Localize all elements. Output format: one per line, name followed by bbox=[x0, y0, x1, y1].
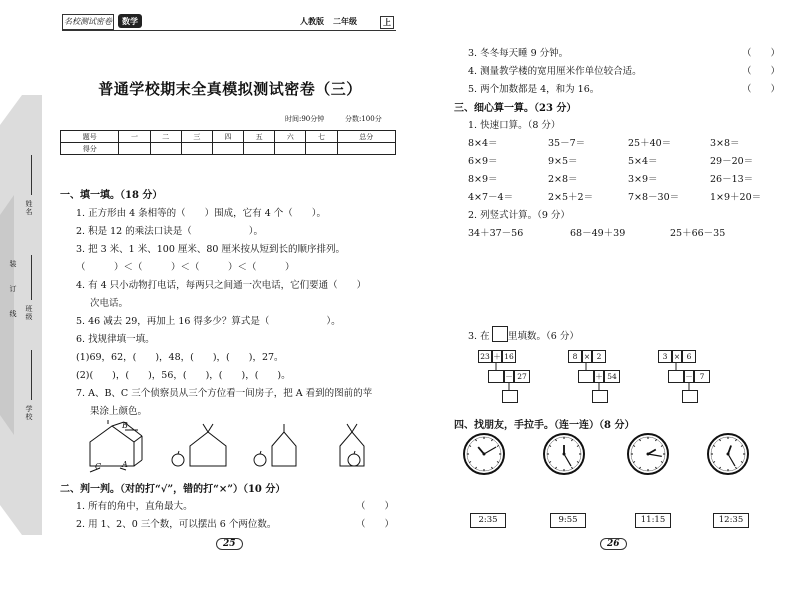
q1-5: 5. 46 减去 29，再加上 16 得多少？算式是（ ）。 bbox=[76, 316, 341, 327]
oral-item: 9×5＝ bbox=[548, 156, 578, 167]
sub2-label: 2. 列竖式计算。（9 分） bbox=[468, 210, 570, 221]
section3-heading: 三、细心算一算。（23 分） bbox=[454, 103, 577, 114]
q1-7-cont: 果涂上颜色。 bbox=[90, 406, 148, 417]
apple-icon bbox=[348, 454, 360, 466]
q1-6: 6. 找规律填一填。 bbox=[76, 334, 155, 345]
oral-item: 8×4＝ bbox=[468, 138, 498, 149]
side-label-name: 姓名 bbox=[25, 200, 33, 216]
q1-6-2: (2)( )，( )，56，( )，( )，( )。 bbox=[76, 370, 291, 381]
oral-item: 7×8－30＝ bbox=[628, 192, 680, 203]
page-title: 普通学校期末全真模拟测试密卷（三） bbox=[98, 80, 362, 98]
fig-label-b: B bbox=[122, 421, 128, 430]
score-cell-4[interactable] bbox=[212, 143, 243, 155]
score-header-7: 七 bbox=[306, 131, 337, 143]
chain-value-b: 16 bbox=[502, 350, 516, 363]
section2-heading: 二、判一判。（对的打“√”，错的打“×”）（10 分） bbox=[60, 484, 286, 495]
score-header-1: 一 bbox=[119, 131, 150, 143]
q2-1-answer[interactable]: （ ） bbox=[356, 501, 395, 512]
strip-line-3 bbox=[31, 350, 32, 400]
header-rule bbox=[62, 30, 396, 31]
q2-5: 5. 两个加数都是 4，和为 16。 bbox=[468, 84, 600, 95]
oral-item: 8×9＝ bbox=[468, 174, 498, 185]
clocks bbox=[460, 430, 790, 480]
sub3-label-b: 里填数。（6 分） bbox=[508, 331, 579, 342]
oral-item: 5×4＝ bbox=[628, 156, 658, 167]
chain-answer-box-2[interactable] bbox=[682, 390, 698, 403]
score-cell-2[interactable] bbox=[150, 143, 181, 155]
vertical-3: 25＋66－35 bbox=[670, 228, 726, 239]
oral-item: 26－13＝ bbox=[710, 174, 754, 185]
chain-value-c: 7 bbox=[694, 370, 710, 383]
header-edition: 人教版 bbox=[300, 16, 324, 26]
side-label-school: 学校 bbox=[25, 405, 33, 421]
time-info: 时间:90分钟 bbox=[285, 115, 325, 123]
chain-value-a: 8 bbox=[568, 350, 582, 363]
score-header-0: 题号 bbox=[61, 131, 119, 143]
chain-op1: × bbox=[673, 352, 681, 361]
q2-1: 1. 所有的角中，直角最大。 bbox=[76, 501, 193, 512]
chain-value-b: 2 bbox=[592, 350, 606, 363]
time-box-1[interactable]: 2:35 bbox=[470, 513, 506, 528]
chain-op1: × bbox=[583, 352, 591, 361]
clock-icon bbox=[544, 434, 584, 474]
oral-item: 29－20＝ bbox=[710, 156, 754, 167]
score-cell-5[interactable] bbox=[244, 143, 275, 155]
time-box-3[interactable]: 11:15 bbox=[635, 513, 671, 528]
chain-op2: － bbox=[505, 372, 513, 381]
oral-item: 1×9＋20＝ bbox=[710, 192, 762, 203]
side-small-1: 装 bbox=[9, 260, 17, 268]
strip-line-1 bbox=[31, 155, 32, 195]
score-header-3: 三 bbox=[181, 131, 212, 143]
q1-4-cont: 次电话。 bbox=[90, 298, 129, 309]
sub3-square-icon bbox=[492, 326, 508, 342]
binding-strip bbox=[0, 95, 42, 535]
q2-3: 3. 冬冬每天睡 9 分钟。 bbox=[468, 48, 569, 59]
side-small-2: 订 bbox=[9, 285, 17, 293]
apple-icon bbox=[254, 454, 266, 466]
score-cell-6[interactable] bbox=[275, 143, 306, 155]
chain-answer-box-1[interactable] bbox=[668, 370, 684, 383]
chain-value-b: 6 bbox=[682, 350, 696, 363]
chain-answer-box-1[interactable] bbox=[578, 370, 594, 383]
q2-2-answer[interactable]: （ ） bbox=[356, 519, 395, 530]
chain-value-a: 3 bbox=[658, 350, 672, 363]
score-info: 分数:100分 bbox=[345, 115, 382, 123]
oral-item: 4×7－4＝ bbox=[468, 192, 514, 203]
score-cell-1[interactable] bbox=[119, 143, 150, 155]
fig-label-c: C bbox=[95, 462, 102, 471]
q1-2: 2. 积是 12 的乘法口诀是（ ）。 bbox=[76, 226, 263, 237]
oral-item: 3×8＝ bbox=[710, 138, 740, 149]
q1-3: 3. 把 3 米、1 米、100 厘米、80 厘米按从短到长的顺序排列。 bbox=[76, 244, 345, 255]
q1-4: 4. 有 4 只小动物打电话，每两只之间通一次电话，它们要通（ ） bbox=[76, 280, 367, 291]
oral-item: 2×5＋2＝ bbox=[548, 192, 594, 203]
chain-answer-box-2[interactable] bbox=[502, 390, 518, 403]
chain-op2: － bbox=[685, 372, 693, 381]
section1-heading: 一、填一填。（18 分） bbox=[60, 190, 163, 201]
q2-3-answer[interactable]: （ ） bbox=[742, 48, 781, 59]
score-cell-8[interactable] bbox=[337, 143, 395, 155]
chain-value-c: 54 bbox=[604, 370, 620, 383]
chain-value-a: 23 bbox=[478, 350, 492, 363]
side-small-3: 线 bbox=[9, 310, 17, 318]
time-box-4[interactable]: 12:35 bbox=[713, 513, 749, 528]
chain-answer-box-2[interactable] bbox=[592, 390, 608, 403]
vertical-1: 34＋37－56 bbox=[468, 228, 524, 239]
score-header-4: 四 bbox=[212, 131, 243, 143]
score-table bbox=[60, 130, 396, 155]
score-header-5: 五 bbox=[244, 131, 275, 143]
chain-value-c: 27 bbox=[514, 370, 530, 383]
q1-7: 7. A、B、C 三个侦察员从三个方位看一间房子，把 A 看到的图前的苹 bbox=[76, 388, 373, 399]
score-header-6: 六 bbox=[275, 131, 306, 143]
apple-icon bbox=[172, 454, 184, 466]
q2-5-answer[interactable]: （ ） bbox=[742, 84, 781, 95]
score-cell-7[interactable] bbox=[306, 143, 337, 155]
section4-heading: 四、找朋友，手拉手。（连一连）（8 分） bbox=[454, 420, 635, 431]
score-row-label: 得分 bbox=[61, 143, 119, 155]
side-label-class: 班级 bbox=[25, 305, 33, 321]
q1-3-blanks: （ ）＜（ ）＜（ ）＜（ ） bbox=[76, 262, 295, 273]
score-header-8: 总分 bbox=[337, 131, 395, 143]
chain-answer-box-1[interactable] bbox=[488, 370, 504, 383]
right-page bbox=[400, 0, 800, 589]
oral-item: 2×8＝ bbox=[548, 174, 578, 185]
score-header-2: 二 bbox=[150, 131, 181, 143]
clock-icon bbox=[708, 434, 748, 474]
q2-4: 4. 测量教学楼的宽用厘米作单位较合适。 bbox=[468, 66, 642, 77]
header-subject: 数学 bbox=[118, 14, 142, 28]
q2-2: 2. 用 1、2、0 三个数，可以摆出 6 个两位数。 bbox=[76, 519, 277, 530]
clock-icon bbox=[628, 434, 668, 474]
q1-6-1: (1)69，62，( )，48，( )，( )，27。 bbox=[76, 352, 284, 363]
q2-4-answer[interactable]: （ ） bbox=[742, 66, 781, 77]
score-cell-3[interactable] bbox=[181, 143, 212, 155]
sub3-label-a: 3. 在 bbox=[468, 331, 490, 342]
clock-icon bbox=[464, 434, 504, 474]
house-view-2 bbox=[254, 424, 296, 466]
chain-op2: ＋ bbox=[595, 372, 603, 381]
oral-item: 35－7＝ bbox=[548, 138, 586, 149]
header-grade: 二年级 bbox=[333, 16, 357, 26]
header-term: 上 bbox=[380, 16, 394, 29]
page-number-right: 26 bbox=[600, 538, 627, 550]
oral-item: 3×9＝ bbox=[628, 174, 658, 185]
chain-op1: ＋ bbox=[493, 352, 501, 361]
header-brand: 名校测试密卷 bbox=[62, 14, 114, 30]
house-view-3 bbox=[340, 424, 364, 466]
strip-line-2 bbox=[31, 255, 32, 300]
vertical-2: 68－49＋39 bbox=[570, 228, 626, 239]
oral-item: 6×9＝ bbox=[468, 156, 498, 167]
q1-1: 1. 正方形由 4 条相等的（ ）围成，它有 4 个（ ）。 bbox=[76, 208, 327, 219]
page-number-left: 25 bbox=[216, 538, 243, 550]
sub1-label: 1. 快速口算。（8 分） bbox=[468, 120, 561, 131]
time-box-2[interactable]: 9:55 bbox=[550, 513, 586, 528]
fig-label-a: A bbox=[122, 460, 128, 469]
oral-item: 25＋40＝ bbox=[628, 138, 672, 149]
house-view-1 bbox=[172, 424, 226, 466]
